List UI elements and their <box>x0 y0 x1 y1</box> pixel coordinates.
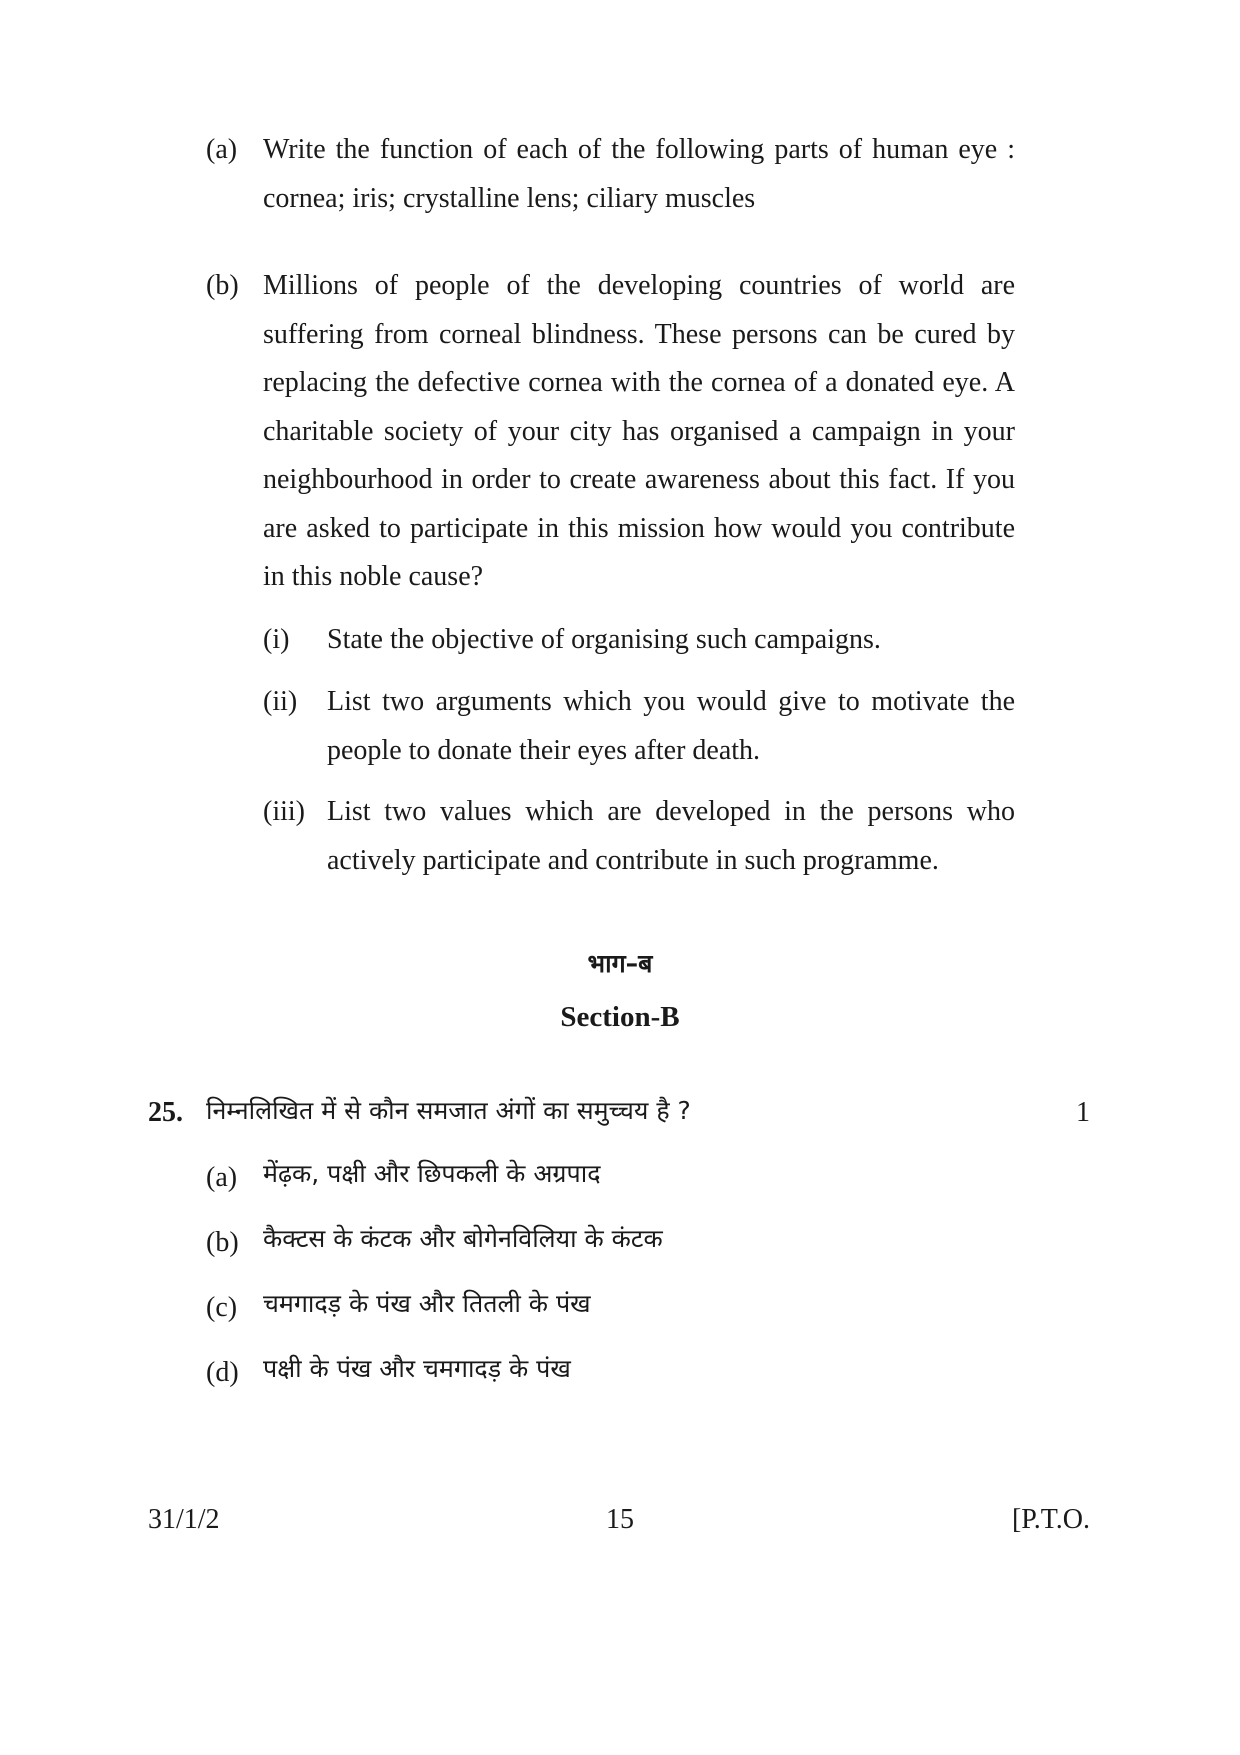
subpart-i-label: (i) <box>263 624 290 655</box>
subpart-iii-text: List two values which are developed in the persons who actively participate and contribute in such programme. <box>327 796 1015 876</box>
option-a-label: (a) <box>206 1162 238 1193</box>
option-b-text: कैक्टस के कंटक और बोगेनविलिया के कंटक <box>263 1224 663 1253</box>
option-d-text: पक्षी के पंख और चमगादड़ के पंख <box>263 1354 571 1383</box>
question-text: निम्नलिखित में से कौन समजात अंगों का समुच्चय है ? <box>206 1096 691 1125</box>
subpart-ii-text: List two arguments which you would give to motivate the people to donate their eyes after death. <box>327 686 1015 766</box>
subpart-iii-label: (iii) <box>263 796 305 827</box>
option-d-label: (d) <box>206 1357 239 1388</box>
question-number: 25. <box>148 1097 183 1128</box>
question-marks: 1 <box>1076 1097 1090 1128</box>
subpart-ii-label: (ii) <box>263 686 298 717</box>
section-heading-english: Section-B <box>560 1001 680 1033</box>
part-b-label: (b) <box>206 270 239 301</box>
footer-pto: [P.T.O. <box>1011 1504 1090 1535</box>
footer-page-number: 15 <box>606 1504 634 1535</box>
option-c-text: चमगादड़ के पंख और तितली के पंख <box>263 1289 591 1318</box>
section-heading-hindi: भाग–ब <box>587 949 653 978</box>
footer-code: 31/1/2 <box>148 1504 220 1535</box>
option-b-label: (b) <box>206 1227 239 1258</box>
subpart-i-text: State the objective of organising such campaigns. <box>327 624 881 655</box>
option-c-label: (c) <box>206 1292 238 1323</box>
part-a-text: Write the function of each of the following parts of human eye : cornea; iris; crystalline lens; ciliary muscles <box>263 134 1015 214</box>
part-a-label: (a) <box>206 134 238 165</box>
option-a-text: मेंढ़क, पक्षी और छिपकली के अग्रपाद <box>263 1159 601 1188</box>
part-b-text: Millions of people of the developing countries of world are suffering from corneal blindness. These persons can be cured by replacing the defective cornea with the cornea of a donated eye. A charitable society of your city has organised a campaign in your neighbourhood in order to create awareness about this fact. If you are asked to participate in this mission how would you contribute in this noble cause? <box>263 270 1015 592</box>
